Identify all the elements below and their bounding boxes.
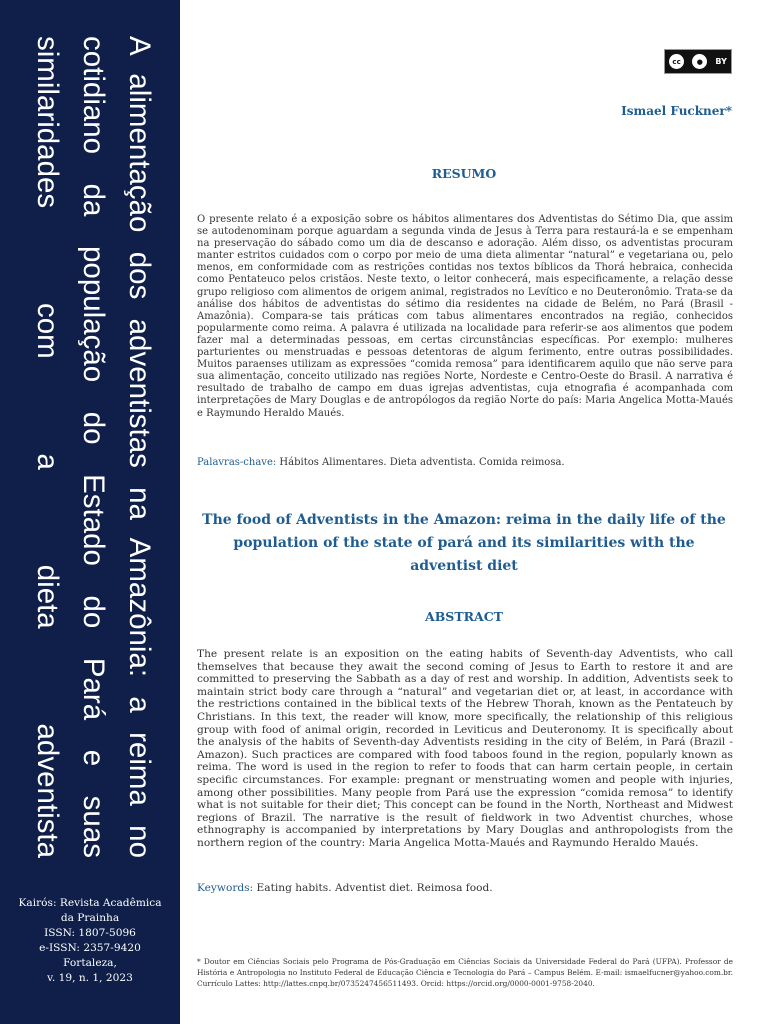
cc-icon: cc xyxy=(669,54,684,69)
palavras-chave-label: Palavras-chave: xyxy=(197,457,277,468)
journal-volume: v. 19, n. 1, 2023 xyxy=(47,972,133,984)
keywords-text: Eating habits. Adventist diet. Reimosa food. xyxy=(253,882,493,894)
author-footnote: * Doutor em Ciências Sociais pelo Programa de Pós-Graduação em Ciências Sociais da Universidade Federal do Pará (UFPA). Professor de História e Antropologia no Instituto Federal de Educação Ciência e Tecnologia do Pará – Campus Belém. E-mail: ismaelfucner@yahoo.com.br. Currículo Lattes: http://lattes.cnpq.br/0735247456511493. Orcid: https://orcid.org/0000-0001-9758-2040. xyxy=(197,957,733,989)
person-icon: ● xyxy=(692,54,707,69)
journal-name-line2: da Prainha xyxy=(60,912,120,924)
abstract-heading: ABSTRACT xyxy=(425,609,503,624)
journal-info xyxy=(6,896,174,986)
journal-name-line1: Kairós: Revista Acadêmica xyxy=(18,897,162,909)
resumo-heading: RESUMO xyxy=(431,166,497,181)
author-name: Ismael Fuckner* xyxy=(621,104,732,118)
journal-issn: ISSN: 1807-5096 xyxy=(44,927,136,939)
license-by-label: BY xyxy=(715,57,727,66)
sidebar xyxy=(0,0,180,1024)
keywords-label: Keywords: xyxy=(197,882,254,894)
journal-city: Fortaleza, xyxy=(63,957,117,969)
keywords xyxy=(197,882,733,894)
palavras-chave xyxy=(197,457,733,468)
resumo-text: O presente relato é a exposição sobre os hábitos alimentares dos Adventistas do Sétimo Dia, que assim se autodenominam porque aguardam a segunda vinda de Jesus à Terra para restaurá-la e se empenham na preservação do sábado como um dia de descanso e adoração. Além disso, os adventistas procuram manter estritos cuidados com o corpo por meio de uma dieta alimentar “natural” e vegetariana ou, pelo menos, em conformidade com as restrições contidas nos textos bíblicos da Thorá hebraica, conhecida como Pentateuco pelos cristãos. Neste texto, o leitor conhecerá, mais especificamente, a relação desse grupo religioso com alimentos de origem animal, registrados no Levítico e no Deuteronômio. Trata-se da análise dos hábitos de adventistas do sétimo dia residentes na cidade de Belém, no Pará (Brasil - Amazônia). Compara-se tais práticas com tabus alimentares encontrados na região, conhecidos popularmente como reima. A palavra é utilizada na localidade para referir-se aos alimentos que podem fazer mal a determinadas pessoas, em certas circunstâncias específicas. Por exemplo: mulheres parturientes ou menstruadas e pessoas detentoras de algum ferimento, entre outras possibilidades. Muitos paraenses utilizam as expressões “comida remosa” para identificarem aquilo que não serve para sua alimentação, conceito utilizado nas regiões Norte, Nordeste e Centro-Oeste do Brasil. A narrativa é resultado de trabalho de campo em duas igrejas adventistas, cuja etnografia é acompanhada com interpretações de Mary Douglas e de antropólogos da região Norte do país: Maria Angelica Motta-Maués e Raymundo Heraldo Maués. xyxy=(197,214,733,419)
palavras-chave-text: Hábitos Alimentares. Dieta adventista. Comida reimosa. xyxy=(276,457,565,468)
english-title: The food of Adventists in the Amazon: reima in the daily life of the population of the state of pará and its similarities with the adventist diet xyxy=(202,512,726,574)
journal-eissn: e-ISSN: 2357-9420 xyxy=(39,942,141,954)
abstract-text: The present relate is an exposition on the eating habits of Seventh-day Adventists, who call themselves that because they await the second coming of Jesus to Earth to restore it and are committed to preserving the Sabbath as a day of rest and worship. In addition, Adventists seek to maintain strict body care through a “natural” and vegetarian diet or, at least, in accordance with the restrictions contained in the biblical texts of the Hebrew Thorah, known as the Pentateuch by Christians. In this text, the reader will know, more specifically, the relationship of this religious group with food of animal origin, recorded in Leviticus and Deuteronomy. It is specifically about the analysis of the habits of Seventh-day Adventists residing in the city of Belém, in Pará (Brazil - Amazon). Such practices are compared with food taboos found in the region, popularly known as reima. The word is used in the region to refer to foods that can harm certain people, in certain specific circumstances. For example: pregnant or menstruating women and people with injuries, among other possibilities. Many people from Pará use the expression “comida remosa” to identify what is not suitable for their diet; This concept can be found in the North, Northeast and Midwest regions of Brazil. The narrative is the result of fieldwork in two Adventist churches, whose ethnography is accompanied by interpretations by Mary Douglas and anthropologists from the northern region of the country: Maria Angelica Motta-Maués and Raymundo Heraldo Maués. xyxy=(197,648,733,849)
article-title-vertical: A alimentação dos adventistas na Amazônia: a reima no cotidiano da população do Estado do Pará e suas similaridades com a dieta adventista xyxy=(31,36,156,858)
cc-by-license-badge[interactable] xyxy=(664,49,732,74)
